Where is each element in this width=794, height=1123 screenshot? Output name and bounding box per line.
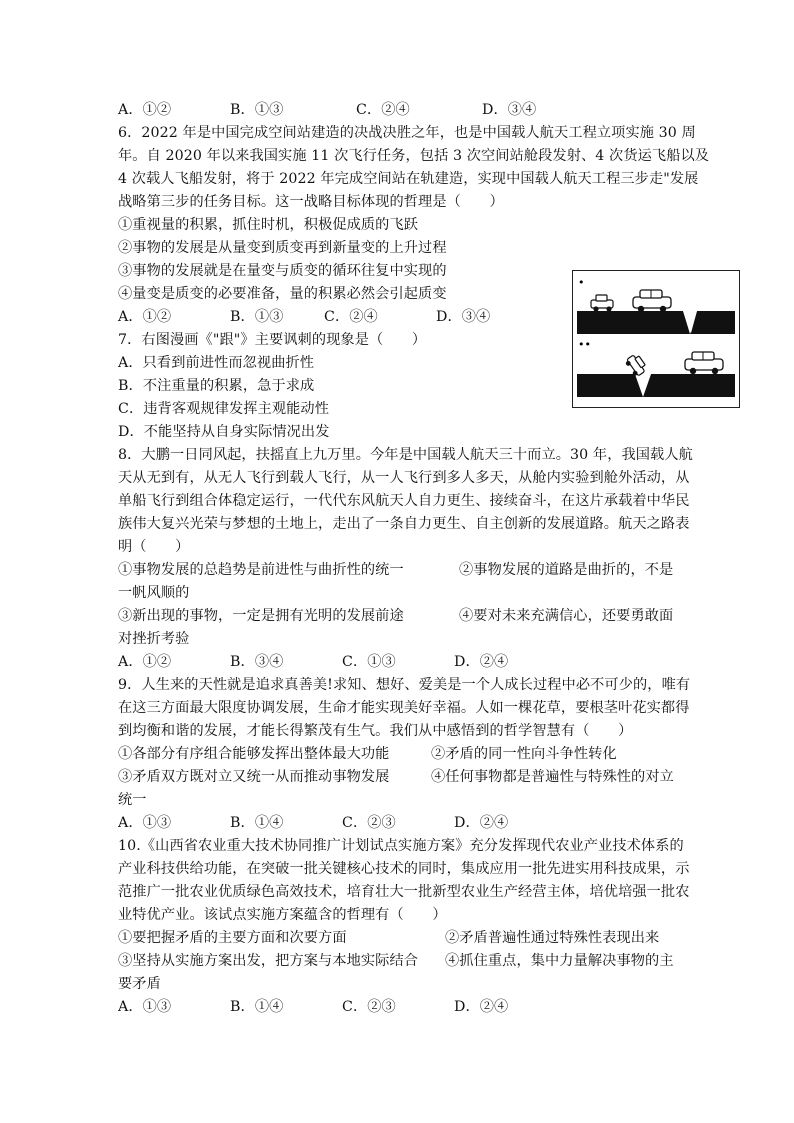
q9-stem-line: 到均衡和谐的发展，才能长得繁茂有生气。我们从中感悟到的哲学智慧有（ ） [118,723,633,739]
q6-statement-1: ①重视量的积累，抓住时机，积极促成质的飞跃 [118,217,419,233]
q6-option-c: C．②④ [324,309,378,325]
cartoon-panel2-mark: •• [578,338,591,351]
q7-choice-b: B．不注重量的积累，急于求成 [118,378,315,394]
q5-option-d: D．③④ [482,102,537,118]
q8-option-d: D．②④ [454,654,509,670]
q10-statement-3: ③坚持从实施方案出发，把方案与本地实际结合 [118,953,419,969]
q10-stem-line: 业特优产业。该试点实施方案蕴含的哲理有（ ） [118,907,447,923]
small-car-icon [591,295,613,312]
q7-stem: 7．右图漫画《"跟"》主要讽刺的现象是（ ） [118,332,427,348]
q7-choice-c: C．违背客观规律发挥主观能动性 [118,401,329,417]
road-panel2 [577,374,735,397]
q8-statement-1: ①事物发展的总趋势是前进性与曲折性的统一 [118,562,404,578]
q9-option-a: A．①③ [118,815,172,831]
q6-option-d: D．③④ [436,309,491,325]
q7-choice-d: D．不能坚持从自身实际情况出发 [118,424,330,440]
q8-statement-3: ③新出现的事物，一定是拥有光明的发展前途 [118,608,404,624]
cartoon-image [572,270,740,408]
q8-stem-line: 8．大鹏一日同风起，扶摇直上九万里。今年是中国载人航天三十而立。30 年，我国载人航 [118,447,693,463]
q6-stem-line: 4 次载人飞船发射，将于 2022 年完成空间站在轨建造，实现中国载人航天工程三步走"发展 [118,171,699,187]
q8-option-c: C．①③ [342,654,396,670]
q6-option-b: B．①③ [230,309,284,325]
cartoon-drawing [573,271,739,407]
q9-statement-1: ①各部分有序组合能够发挥出整体最大功能 [118,746,390,762]
q9-option-b: B．①④ [230,815,284,831]
q5-option-b: B．①③ [230,102,284,118]
q6-statement-3: ③事物的发展就是在量变与质变的循环往复中实现的 [118,263,447,279]
q6-stem-line: 战略第三步的任务目标。这一战略目标体现的哲理是（ ） [118,194,504,210]
q10-option-a: A．①③ [118,999,172,1015]
q9-stem-line: 9．人生来的天性就是追求真善美!求知、想好、爱美是一个人成长过程中必不可少的，唯有 [118,677,691,693]
q9-statement-2: ②矛盾的同一性向斗争性转化 [431,746,617,762]
big-car-panel2-icon [685,352,723,374]
q10-stem-line: 10.《山西省农业重大技术协同推广计划试点实施方案》充分发挥现代农业产业技术体系的 [118,838,684,854]
q9-statement-3: ③矛盾双方既对立又统一从而推动事物发展 [118,769,390,785]
q8-statement-4-cont: 对挫折考验 [118,631,190,647]
cartoon-panel1-mark: • [578,276,585,289]
q8-stem-line: 天从无到有，从无人飞行到载人飞行，从一人飞行到多人多天，从舱内实验到舱外活动，从 [118,470,690,486]
q10-stem-line: 产业科技供给功能，在突破一批关键核心技术的同时，集成应用一批先进实用科技成果，示 [118,861,690,877]
q6-statement-2: ②事物的发展是从量变到质变再到新量变的上升过程 [118,240,447,256]
q10-option-b: B．①④ [230,999,284,1015]
q9-option-c: C．②③ [342,815,396,831]
q10-statement-2: ②矛盾普遍性通过特殊性表现出来 [445,930,660,946]
q8-stem-line: 族伟大复兴光荣与梦想的土地上，走出了一条自力更生、自主创新的发展道路。航天之路表 [118,516,690,532]
q8-statement-2: ②事物发展的道路是曲折的，不是 [459,562,674,578]
q10-statement-4-cont: 要矛盾 [118,976,161,992]
q6-option-a: A．①② [118,309,172,325]
q8-statement-2-cont: 一帆风顺的 [118,585,190,601]
q8-stem-line: 单船飞行到组合体稳定运行，一代代东风航天人自力更生、接续奋斗，在这片承载着中华民 [118,493,690,509]
q10-stem-line: 范推广一批农业优质绿色高效技术，培育壮大一批新型农业生产经营主体，培优培强一批农 [118,884,690,900]
road-panel1 [577,311,735,334]
q9-option-d: D．②④ [454,815,509,831]
q10-option-d: D．②④ [454,999,509,1015]
q6-stem-line: 6．2022 年是中国完成空间站建造的决战决胜之年，也是中国载人航天工程立项实施 30 周 [118,125,696,141]
q10-statement-1: ①要把握矛盾的主要方面和次要方面 [118,930,347,946]
q10-statement-4: ④抓住重点，集中力量解决事物的主 [445,953,674,969]
q6-stem-line: 年。自 2020 年以来我国实施 11 次飞行任务，包括 3 次空间站舱段发射、4 次货运飞船以及 [118,148,710,164]
q7-choice-a: A．只看到前进性而忽视曲折性 [118,355,315,371]
q9-statement-4: ④任何事物都是普遍性与特殊性的对立 [431,769,674,785]
q6-statement-4: ④量变是质变的必要准备，量的积累必然会引起质变 [118,286,447,302]
q8-option-b: B．③④ [230,654,284,670]
q9-statement-4-cont: 统一 [118,792,147,808]
big-car-icon [633,290,671,312]
q8-statement-4: ④要对未来充满信心，还要勇敢面 [459,608,674,624]
q8-option-a: A．①② [118,654,172,670]
q5-option-a: A．①② [118,102,172,118]
q8-stem-line: 明（ ） [118,539,190,555]
q9-stem-line: 在这三方面最大限度协调发展，生命才能实现美好幸福。人如一棵花草，要根茎叶花实都得 [118,700,690,716]
q5-option-c: C．②④ [356,102,410,118]
q10-option-c: C．②③ [342,999,396,1015]
